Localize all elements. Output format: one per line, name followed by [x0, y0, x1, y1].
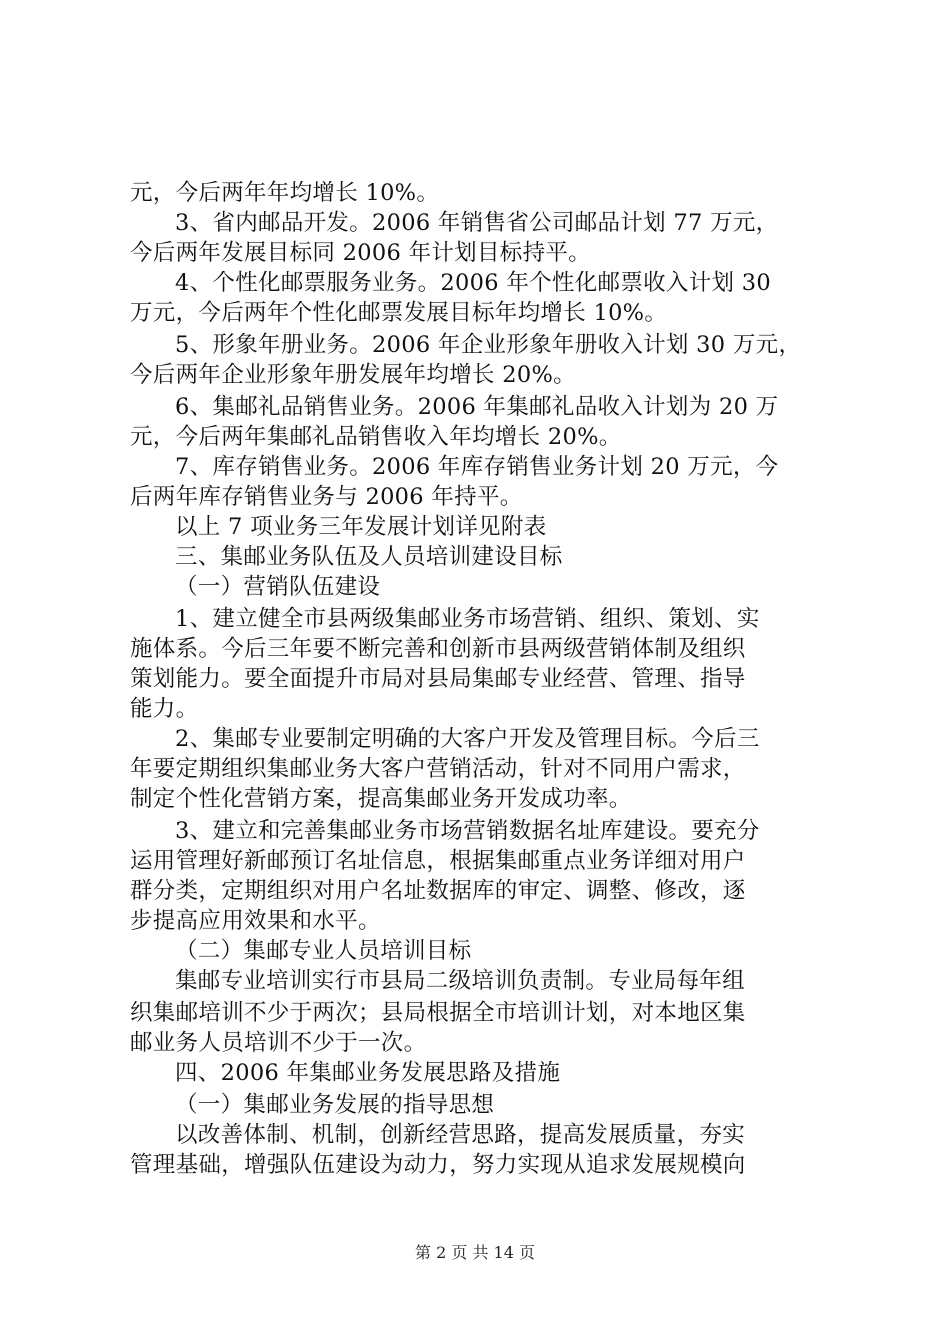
paragraph-line: 3、建立和完善集邮业务市场营销数据名址库建设。要充分 — [175, 818, 760, 844]
paragraph-line: 7、库存销售业务。2006 年库存销售业务计划 20 万元，今 — [175, 454, 779, 480]
paragraph-line: 织集邮培训不少于两次；县局根据全市培训计划，对本地区集 — [130, 1000, 746, 1026]
subsection-heading: （二）集邮专业人员培训目标 — [175, 938, 472, 964]
page-footer: 第 2 页 共 14 页 — [415, 1243, 535, 1262]
paragraph-line: 以上 7 项业务三年发展计划详见附表 — [175, 514, 547, 540]
paragraph-line: 策划能力。要全面提升市局对县局集邮专业经营、管理、指导 — [130, 666, 746, 692]
paragraph-line: 万元，今后两年个性化邮票发展目标年均增长 10%。 — [130, 300, 668, 326]
paragraph-line: 5、形象年册业务。2006 年企业形象年册收入计划 30 万元， — [175, 332, 802, 358]
paragraph-line: 集邮专业培训实行市县局二级培训负责制。专业局每年组 — [175, 968, 746, 994]
paragraph-line: 邮业务人员培训不少于一次。 — [130, 1030, 427, 1056]
paragraph-line: 施体系。今后三年要不断完善和创新市县两级营销体制及组织 — [130, 636, 746, 662]
paragraph-line: 6、集邮礼品销售业务。2006 年集邮礼品收入计划为 20 万 — [175, 394, 779, 420]
paragraph-line: 今后两年发展目标同 2006 年计划目标持平。 — [130, 240, 591, 266]
paragraph-line: 管理基础，增强队伍建设为动力，努力实现从追求发展规模向 — [130, 1152, 746, 1178]
paragraph-line: 群分类，定期组织对用户名址数据库的审定、调整、修改，逐 — [130, 878, 746, 904]
paragraph-line: 今后两年企业形象年册发展年均增长 20%。 — [130, 362, 576, 388]
paragraph-line: 3、省内邮品开发。2006 年销售省公司邮品计划 77 万元， — [175, 210, 779, 236]
paragraph-line: 运用管理好新邮预订名址信息，根据集邮重点业务详细对用户 — [130, 848, 746, 874]
paragraph-line: 4、个性化邮票服务业务。2006 年个性化邮票收入计划 30 — [175, 270, 772, 296]
subsection-heading: （一）营销队伍建设 — [175, 574, 381, 600]
paragraph-line: 元，今后两年集邮礼品销售收入年均增长 20%。 — [130, 424, 622, 450]
paragraph-line: 能力。 — [130, 696, 199, 722]
subsection-heading: （一）集邮业务发展的指导思想 — [175, 1092, 495, 1118]
paragraph-line: 制定个性化营销方案，提高集邮业务开发成功率。 — [130, 786, 632, 812]
section-heading: 三、集邮业务队伍及人员培训建设目标 — [175, 544, 563, 570]
paragraph-line: 后两年库存销售业务与 2006 年持平。 — [130, 484, 523, 510]
paragraph-line: 2、集邮专业要制定明确的大客户开发及管理目标。今后三 — [175, 726, 760, 752]
paragraph-line: 1、建立健全市县两级集邮业务市场营销、组织、策划、实 — [175, 606, 760, 632]
section-heading: 四、2006 年集邮业务发展思路及措施 — [175, 1060, 561, 1086]
paragraph-line: 以改善体制、机制，创新经营思路，提高发展质量，夯实 — [175, 1122, 746, 1148]
paragraph-line: 步提高应用效果和水平。 — [130, 908, 381, 934]
paragraph-line: 元，今后两年年均增长 10%。 — [130, 180, 440, 206]
paragraph-line: 年要定期组织集邮业务大客户营销活动，针对不同用户需求， — [130, 756, 746, 782]
